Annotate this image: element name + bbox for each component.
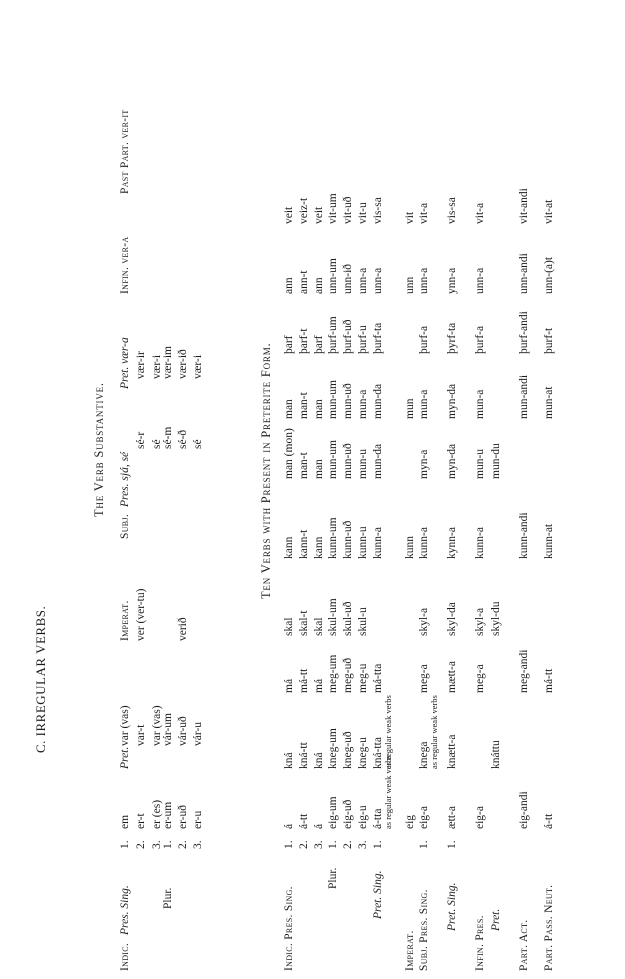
verb-form-cell: kann-t xyxy=(298,529,310,559)
verb-form-cell: vit-andi xyxy=(518,188,530,224)
row-number: 1. xyxy=(327,840,339,849)
verb-form-cell: meg-uð xyxy=(342,657,354,693)
row-number: 1. xyxy=(372,840,384,849)
verb-form-cell: kunn-andi xyxy=(518,512,530,559)
verb-form-cell: kneg-u xyxy=(357,737,369,769)
verb-form-cell: þurf-u xyxy=(357,325,369,354)
present-form: er-t xyxy=(135,813,147,829)
verb-form-cell: kná-tt xyxy=(298,742,310,769)
row-label: Part. Act. xyxy=(518,919,530,971)
row-number: 1. xyxy=(119,840,131,849)
footnote-note: as regular weak verbs xyxy=(383,695,393,769)
verb-form-cell: má xyxy=(283,678,295,693)
verb-form-cell: unn-andi xyxy=(518,253,530,294)
verb-form-cell: mun-a xyxy=(418,389,430,419)
present-form: em xyxy=(119,814,131,829)
verb-form-cell: mun-uð xyxy=(342,383,354,419)
row-number: 1. xyxy=(446,840,458,849)
verb-form-cell: meg-um xyxy=(327,654,339,693)
verb-form-cell: þarf-t xyxy=(298,328,310,354)
verb-form-cell: mun-u xyxy=(474,448,486,479)
preterite-form: var-t xyxy=(135,724,147,746)
verb-form-cell: kneg-uð xyxy=(342,731,354,769)
row-number: 1. xyxy=(162,840,174,849)
verb-form-cell: mun-andi xyxy=(518,374,530,419)
subjunctive-preterite-form: vær-i xyxy=(192,354,204,379)
row-number: 1. xyxy=(283,840,295,849)
verb-form-cell: meg-u xyxy=(357,663,369,693)
subjunctive-preterite-form: vær-i xyxy=(151,354,163,379)
verb-form-cell: skyl-da xyxy=(446,602,458,636)
verb-form-cell: veit xyxy=(313,206,325,224)
preterite-form: vár-u xyxy=(192,721,204,746)
verb-form-cell: kunn-u xyxy=(357,526,369,559)
row-number: 1. xyxy=(418,840,430,849)
verb-form-cell: kunn-at xyxy=(543,523,555,559)
column-label: Pret. xyxy=(119,746,131,769)
verb-form-cell: á-tt xyxy=(298,813,310,829)
verb-form-cell: kná xyxy=(313,752,325,769)
column-label: Pret. vær-a xyxy=(119,337,131,389)
verb-form-cell: unn-a xyxy=(418,267,430,294)
page-heading: C. IRREGULAR VERBS. xyxy=(33,605,48,753)
verb-form-cell: ann xyxy=(283,277,295,294)
verb-form-cell: þarf xyxy=(283,335,295,354)
row-number: 3. xyxy=(313,840,325,849)
verb-form-cell: eig-andi xyxy=(518,791,530,829)
subjunctive-present-form: sé xyxy=(151,439,163,449)
column-label: Indic. xyxy=(119,942,131,971)
verb-form-cell: eig-um xyxy=(327,796,339,829)
verb-form-cell: kann xyxy=(283,536,295,559)
verb-form-cell: þurf-a xyxy=(474,325,486,354)
verb-form-cell: eig-u xyxy=(357,805,369,829)
verb-form-cell: ynn-a xyxy=(446,267,458,294)
verb-form-cell: má xyxy=(313,678,325,693)
row-number: 2. xyxy=(298,840,310,849)
verb-form-cell: þarf xyxy=(313,335,325,354)
column-label: Past Part. ver-it xyxy=(119,109,131,194)
column-label: Imperat. xyxy=(119,600,131,641)
preterite-form: var (vas) xyxy=(151,705,163,746)
verb-form-cell: eig-a xyxy=(474,806,486,829)
column-label: Infin. ver-a xyxy=(119,236,131,294)
verb-form-cell: knætt-a xyxy=(446,734,458,769)
row-label: Part. Pass. Neut. xyxy=(543,884,555,971)
verb-form-cell: þurf-t xyxy=(543,327,555,354)
verb-form-cell: skyl-a xyxy=(474,607,486,636)
row-label: Pret. xyxy=(490,908,502,931)
footnote-note: as regular weak verbs xyxy=(429,695,439,769)
verb-form-cell: kunn-a xyxy=(418,527,430,559)
verb-form-cell: kneg-um xyxy=(327,728,339,769)
row-number: 2. xyxy=(177,840,189,849)
verb-form-cell: unn xyxy=(404,276,416,294)
preterite-form: vár-uð xyxy=(177,716,189,746)
verb-form-cell: kunn-uð xyxy=(342,520,354,559)
verb-form-cell: skyl-du xyxy=(490,601,502,636)
row-label: Infin. Pres. xyxy=(474,915,486,971)
imperative-form: verið xyxy=(177,617,189,641)
verb-form-cell: mun-a xyxy=(474,389,486,419)
verb-form-cell: myn-a xyxy=(418,449,430,479)
verb-form-cell: mun-um xyxy=(327,380,339,419)
verb-form-cell: skal-t xyxy=(298,610,310,636)
present-form: er-uð xyxy=(177,804,189,829)
verb-form-cell: man xyxy=(313,459,325,479)
verb-form-cell: mætt-a xyxy=(446,661,458,693)
verb-form-cell: veiz-t xyxy=(298,197,310,224)
subjunctive-present-form: sé-m xyxy=(162,426,174,449)
verb-form-cell: eig-uð xyxy=(342,799,354,829)
verb-form-cell: knega xyxy=(418,741,430,769)
verb-form-cell: mun-da xyxy=(372,383,384,419)
verb-form-cell: á-tta xyxy=(372,808,384,829)
verb-form-cell: myn-da xyxy=(446,383,458,419)
verb-form-cell: mun-du xyxy=(490,443,502,479)
row-label: Pret. Sing. xyxy=(372,870,384,919)
verb-form-cell: vis-sa xyxy=(446,197,458,224)
subjunctive-preterite-form: vær-ir xyxy=(135,351,147,379)
verb-form-cell: kunn-a xyxy=(372,527,384,559)
verb-form-cell: unn-a xyxy=(357,267,369,294)
column-label: var (vas) xyxy=(119,705,131,746)
verb-form-cell: kná-tta xyxy=(372,737,384,769)
section-title: Ten Verbs with Present in Preterite Form. xyxy=(259,342,273,599)
verb-form-cell: unn-a xyxy=(372,267,384,294)
verb-form-cell: man xyxy=(283,399,295,419)
verb-form-cell: vit-um xyxy=(327,193,339,224)
verb-form-cell: meg-a xyxy=(474,664,486,693)
verb-form-cell: þurf-um xyxy=(327,316,339,354)
row-number: 3. xyxy=(192,840,204,849)
preterite-form: vár-um xyxy=(162,713,174,746)
subjunctive-present-form: sé xyxy=(192,439,204,449)
verb-form-cell: kann xyxy=(313,536,325,559)
verb-form-cell: á xyxy=(283,823,295,829)
verb-form-cell: skul-uð xyxy=(342,601,354,636)
verb-form-cell: má-tt xyxy=(543,668,555,693)
verb-form-cell: má-tt xyxy=(298,668,310,693)
subjunctive-present-form: sé-ð xyxy=(177,429,189,449)
row-label: Plur. xyxy=(327,867,339,889)
verb-form-cell: meg-andi xyxy=(518,649,530,693)
verb-form-cell: þurf-andi xyxy=(518,311,530,354)
row-label: Pret. Sing. xyxy=(446,882,458,931)
plural-label: Plur. xyxy=(162,887,174,909)
verb-form-cell: vit-a xyxy=(474,202,486,224)
verb-form-cell: þurf-ta xyxy=(372,322,384,354)
footnote-note: as regular weak verbs xyxy=(383,755,393,829)
verb-form-cell: mun-um xyxy=(327,440,339,479)
verb-form-cell: mun-uð xyxy=(342,443,354,479)
verb-form-cell: unn-um xyxy=(327,258,339,294)
verb-form-cell: ann-t xyxy=(298,270,310,294)
verb-form-cell: myn-da xyxy=(446,443,458,479)
imperative-form: ver (ver-tu) xyxy=(135,588,147,641)
row-number: 2. xyxy=(135,840,147,849)
verb-form-cell: kynn-a xyxy=(446,527,458,559)
verb-form-cell: kunn-a xyxy=(474,527,486,559)
verb-form-cell: skyl-a xyxy=(418,607,430,636)
verb-form-cell: unn-(a)t xyxy=(543,256,555,294)
row-label: Indic. Pres. Sing. xyxy=(283,886,295,971)
verb-form-cell: á xyxy=(313,823,325,829)
verb-form-cell: vis-sa xyxy=(372,197,384,224)
row-label: Imperat. xyxy=(404,930,416,971)
verb-form-cell: unn-ið xyxy=(342,263,354,294)
row-label: Subj. Pres. Sing. xyxy=(418,889,430,971)
verb-form-cell: mun-at xyxy=(543,386,555,419)
verb-form-cell: man (mon) xyxy=(283,428,295,479)
verb-form-cell: kunn xyxy=(404,536,416,559)
verb-form-cell: eig-a xyxy=(418,806,430,829)
row-number: 2. xyxy=(342,840,354,849)
verb-form-cell: man xyxy=(313,399,325,419)
verb-form-cell: knáttu xyxy=(490,740,502,769)
subjunctive-present-form: sé-r xyxy=(135,431,147,449)
verb-form-cell: veit xyxy=(283,206,295,224)
present-form: er (es) xyxy=(151,799,163,829)
verb-form-cell: skul-u xyxy=(357,607,369,636)
verb-form-cell: ætt-a xyxy=(446,806,458,829)
verb-form-cell: vit-a xyxy=(418,202,430,224)
verb-form-cell: vit xyxy=(404,211,416,224)
verb-form-cell: meg-a xyxy=(418,664,430,693)
verb-form-cell: kunn-um xyxy=(327,517,339,559)
verb-form-cell: mun xyxy=(404,398,416,419)
subjunctive-preterite-form: vær-ið xyxy=(177,349,189,379)
verb-form-cell: skal xyxy=(283,617,295,636)
verb-form-cell: má-tta xyxy=(372,663,384,693)
verb-form-cell: þurf-uð xyxy=(342,319,354,354)
column-label: Subj. xyxy=(119,514,131,539)
verb-form-cell: á-tt xyxy=(543,813,555,829)
verb-form-cell: kná xyxy=(283,752,295,769)
column-label: Pres. sjá, sé xyxy=(119,451,131,507)
section-title: The Verb Substantive. xyxy=(92,382,106,517)
present-form: er-um xyxy=(162,801,174,829)
row-number: 3. xyxy=(151,840,163,849)
column-label: Pres. Sing. xyxy=(119,885,131,935)
verb-form-cell: vit-uð xyxy=(342,196,354,224)
verb-form-cell: þurf-a xyxy=(418,325,430,354)
subjunctive-preterite-form: vær-im xyxy=(162,346,174,379)
verb-form-cell: vit-u xyxy=(357,202,369,224)
verb-form-cell: vit-at xyxy=(543,199,555,224)
verb-form-cell: skal xyxy=(313,617,325,636)
verb-form-cell: mun-a xyxy=(357,389,369,419)
verb-form-cell: mun-u xyxy=(357,448,369,479)
verb-form-cell: unn-a xyxy=(474,267,486,294)
verb-form-cell: eig xyxy=(404,814,416,829)
verb-form-cell: man-t xyxy=(298,452,310,479)
verb-form-cell: man-t xyxy=(298,392,310,419)
row-number: 3. xyxy=(357,840,369,849)
verb-form-cell: ann xyxy=(313,277,325,294)
present-form: er-u xyxy=(192,810,204,829)
verb-form-cell: mun-da xyxy=(372,443,384,479)
verb-form-cell: þyrf-ta xyxy=(446,322,458,354)
verb-form-cell: skul-um xyxy=(327,598,339,636)
